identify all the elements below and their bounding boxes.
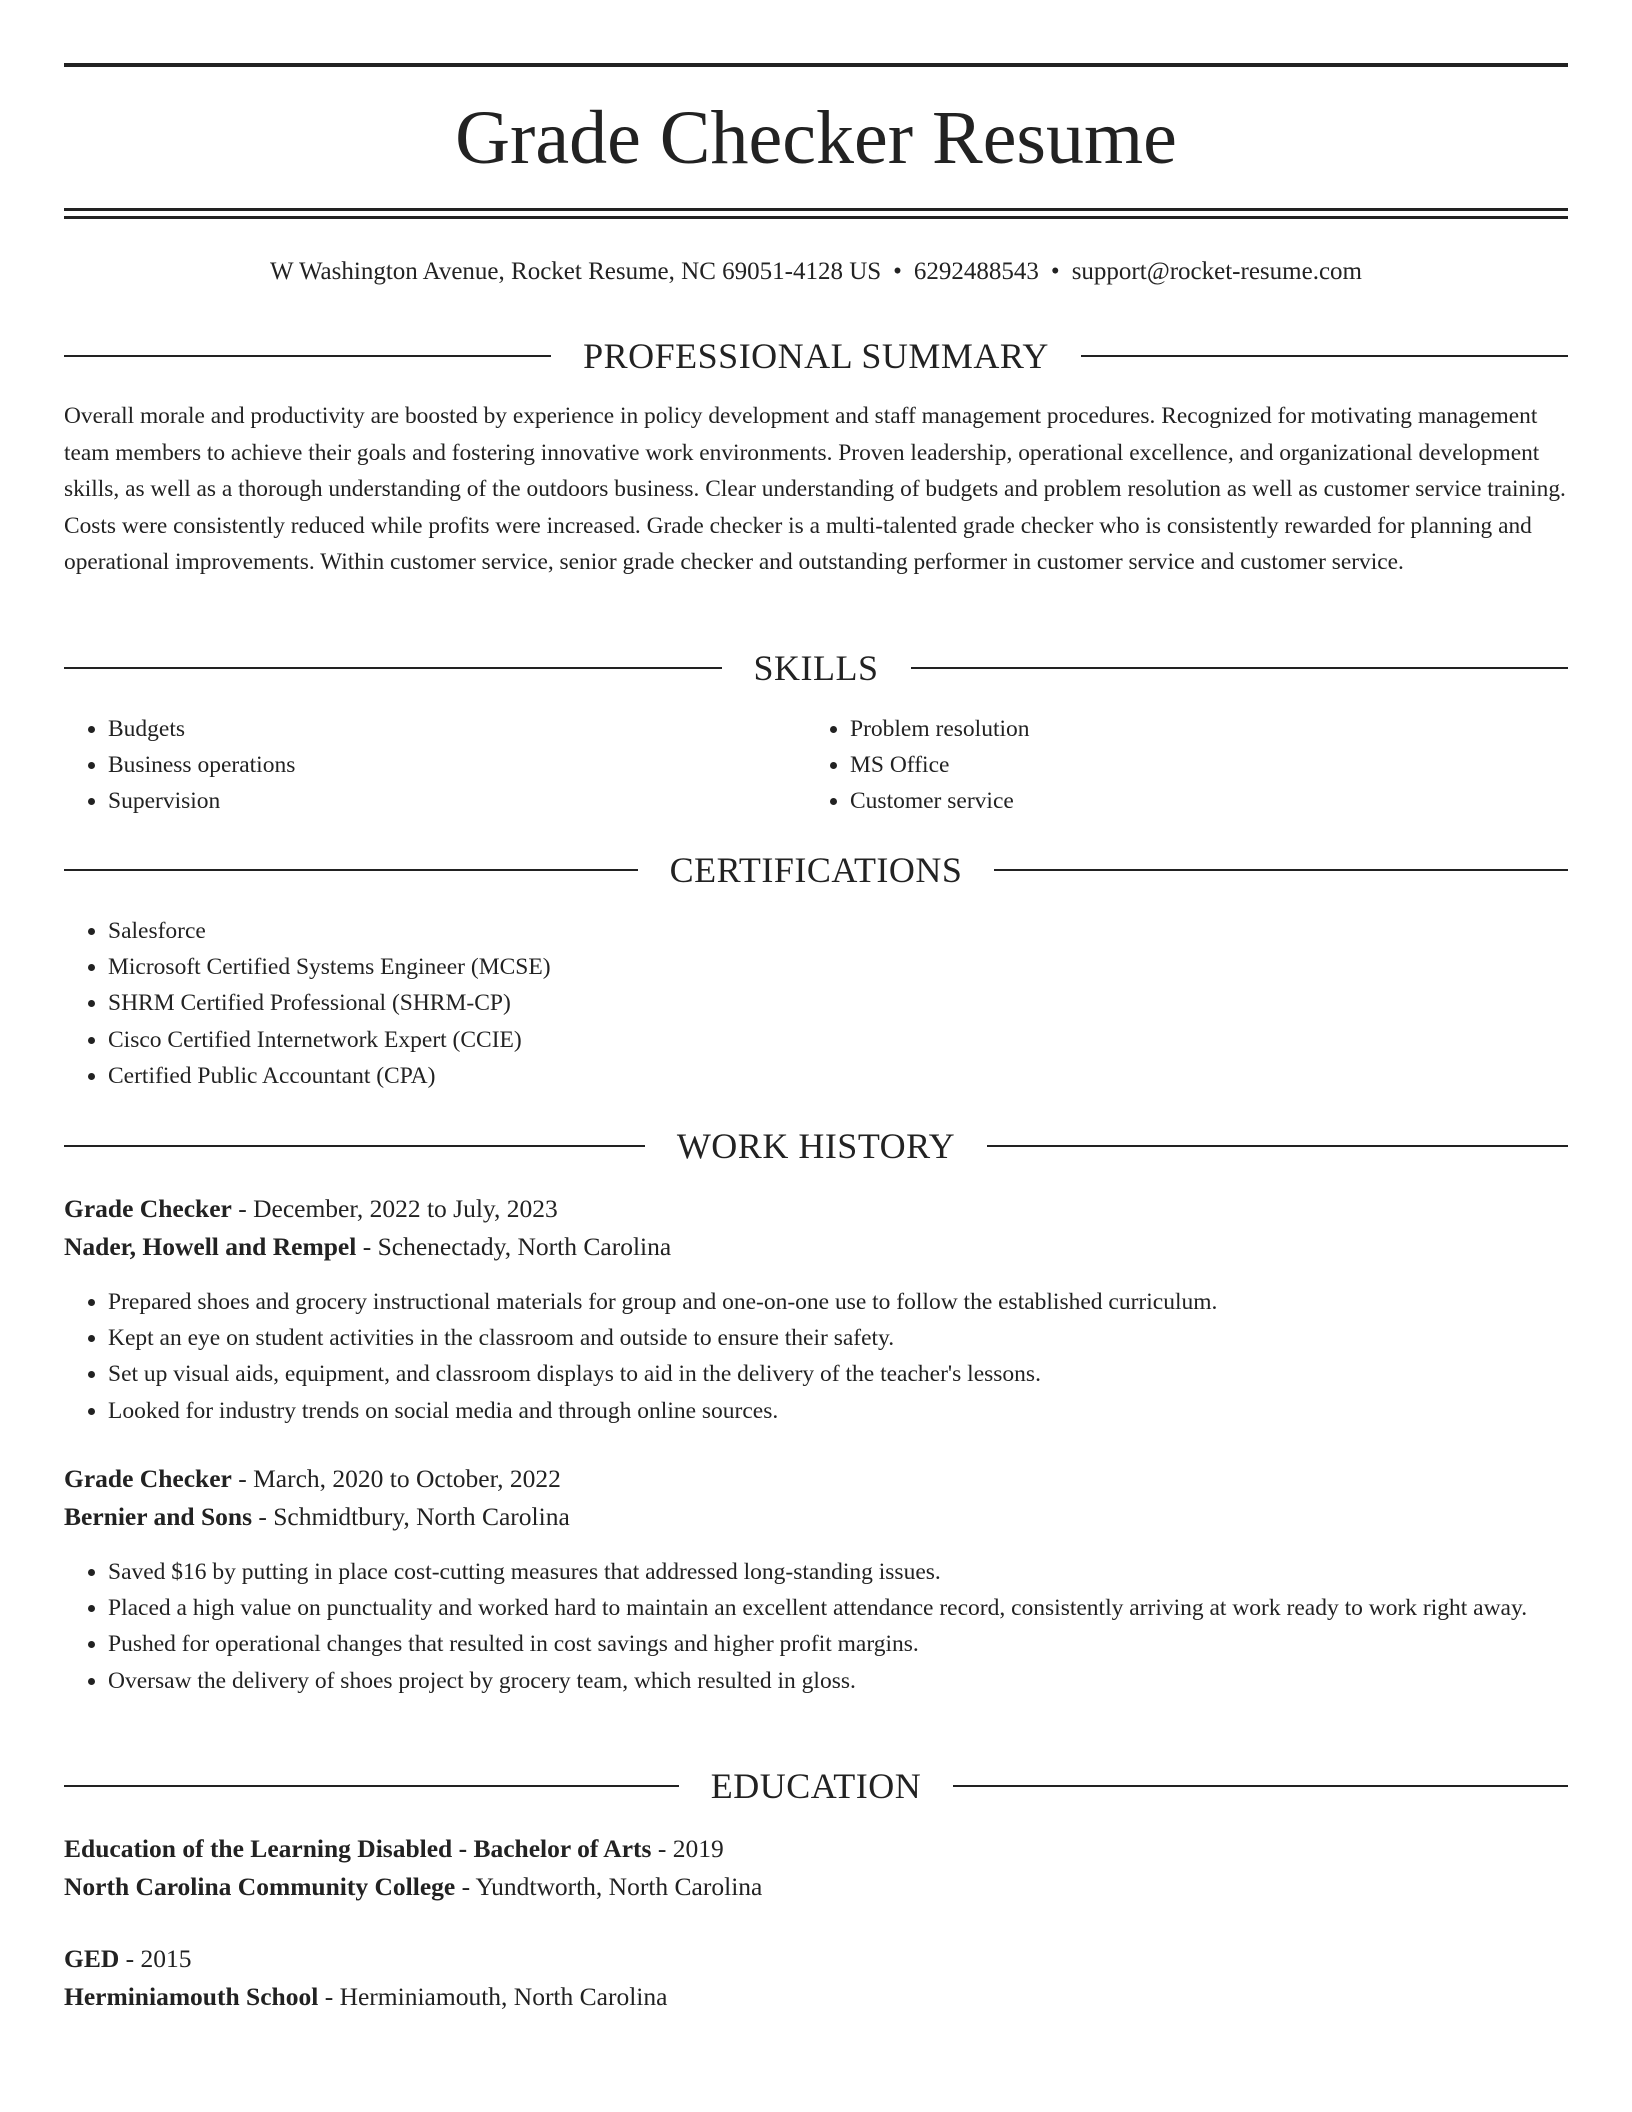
education-1-degree-line: Education of the Learning Disabled - Bachelor of Arts - 2019 [64,1834,724,1863]
heading-rule-left [64,355,551,357]
heading-rule-left [64,1785,679,1787]
heading-rule-right [953,1785,1568,1787]
job-bullet: • Oversaw the delivery of shoes project by grocery team, which resulted in gloss. [108,1663,1608,1699]
education-degree: GED [64,1944,120,1973]
job-bullet: • Pushed for operational changes that resulted in cost savings and higher profit margins. [108,1626,1608,1662]
title-rule-lower [64,216,1568,219]
contact-address: W Washington Avenue, Rocket Resume, NC 69051-4128 US [270,258,882,285]
job-title: Grade Checker [64,1194,232,1223]
skills-heading [64,646,1568,690]
summary-heading [64,334,1568,378]
education-school: Herminiamouth School [64,1982,319,2011]
skill-item: • MS Office [850,747,1550,783]
job-title: Grade Checker [64,1464,232,1493]
job-1-employer-line: Nader, Howell and Rempel - Schenectady, North Carolina [64,1232,672,1261]
job-2-title-line: Grade Checker - March, 2020 to October, 2022 [64,1464,561,1493]
heading-rule-right [911,667,1569,669]
contact-separator: • [893,258,902,285]
education-1-school-line: North Carolina Community College - Yundtworth, North Carolina [64,1872,763,1901]
contact-line [64,254,1568,290]
job-location: Schenectady, North Carolina [377,1232,672,1261]
job-2-bullets [64,1554,1608,1699]
job-dates: March, 2020 to October, 2022 [253,1464,561,1493]
top-rule [64,63,1568,67]
title-rule-upper [64,208,1568,211]
certifications-heading [64,848,1568,892]
skill-item: • Budgets [108,711,808,747]
job-bullet: • Prepared shoes and grocery instructional materials for group and one-on-one use to follow the established curriculum. [108,1284,1608,1320]
certification-item: • SHRM Certified Professional (SHRM-CP) [108,985,1548,1021]
heading-rule-left [64,869,638,871]
heading-rule-left [64,1145,645,1147]
certification-item: • Microsoft Certified Systems Engineer (MCSE) [108,949,1548,985]
summary-text: Overall morale and productivity are boosted by experience in policy development and staff management procedures. Recognized for motivating management team members to achieve their goals and fostering innovative work environments. Proven leadership, operational excellence, and organizational development skills, as well as a thorough understanding of the outdoors business. Clear understanding of budgets and problem resolution as well as customer service training. Costs were consistently reduced while profits were increased. Grade checker is a multi-talented grade checker who is consistently rewarded for planning and operational improvements. Within customer service, senior grade checker and outstanding performer in customer service and customer service. [64,403,1566,575]
job-1-title-line: Grade Checker - December, 2022 to July, 2023 [64,1194,558,1223]
certification-item: • Cisco Certified Internetwork Expert (CCIE) [108,1022,1548,1058]
contact-email: support@rocket-resume.com [1071,258,1362,285]
skill-item: • Supervision [108,783,808,819]
education-location: Herminiamouth, North Carolina [339,1982,668,2011]
skills-list-left [64,711,808,820]
skills-heading-label: SKILLS [753,648,879,688]
education-year: 2015 [140,1944,192,1973]
education-2-school-line: Herminiamouth School - Herminiamouth, North Carolina [64,1982,668,2011]
work-history-heading-label: WORK HISTORY [676,1126,956,1166]
contact-separator: • [1050,258,1060,285]
skill-item: • Customer service [850,783,1550,819]
certifications-heading-label: CERTIFICATIONS [669,850,963,890]
job-bullet: • Kept an eye on student activities in the classroom and outside to ensure their safety. [108,1320,1608,1356]
education-degree: Education of the Learning Disabled - Bachelor of Arts [64,1834,652,1863]
education-location: Yundtworth, North Carolina [475,1872,763,1901]
skill-item: • Business operations [108,747,808,783]
resume-title: Grade Checker Resume [455,96,1177,180]
job-bullet: • Looked for industry trends on social media and through online sources. [108,1393,1608,1429]
job-1-bullets [64,1284,1608,1429]
job-employer: Bernier and Sons [64,1502,252,1531]
summary-heading-label: PROFESSIONAL SUMMARY [583,336,1049,376]
job-dates: December, 2022 to July, 2023 [253,1194,558,1223]
certification-item: • Salesforce [108,913,1548,949]
job-bullet: • Placed a high value on punctuality and worked hard to maintain an excellent attendance record, consistently arriving at work ready to work right away. [108,1590,1608,1626]
education-heading [64,1764,1568,1808]
heading-rule-right [994,869,1568,871]
education-2-degree-line: GED - 2015 [64,1944,192,1973]
job-bullet: • Saved $16 by putting in place cost-cutting measures that addressed long-standing issues. [108,1554,1608,1590]
work-history-heading [64,1124,1568,1168]
certifications-list [64,913,1548,1094]
heading-rule-right [1081,355,1568,357]
skills-list-right [806,711,1550,820]
contact-phone: 6292488543 [913,258,1039,285]
heading-rule-right [987,1145,1568,1147]
heading-rule-left [64,667,722,669]
education-year: 2019 [672,1834,724,1863]
job-employer: Nader, Howell and Rempel [64,1232,357,1261]
skill-item: • Problem resolution [850,711,1550,747]
job-2-employer-line: Bernier and Sons - Schmidtbury, North Carolina [64,1502,570,1531]
job-location: Schmidtbury, North Carolina [273,1502,570,1531]
certification-item: • Certified Public Accountant (CPA) [108,1058,1548,1094]
job-bullet: • Set up visual aids, equipment, and classroom displays to aid in the delivery of the teacher's lessons. [108,1356,1608,1392]
education-heading-label: EDUCATION [710,1766,922,1806]
education-school: North Carolina Community College [64,1872,456,1901]
